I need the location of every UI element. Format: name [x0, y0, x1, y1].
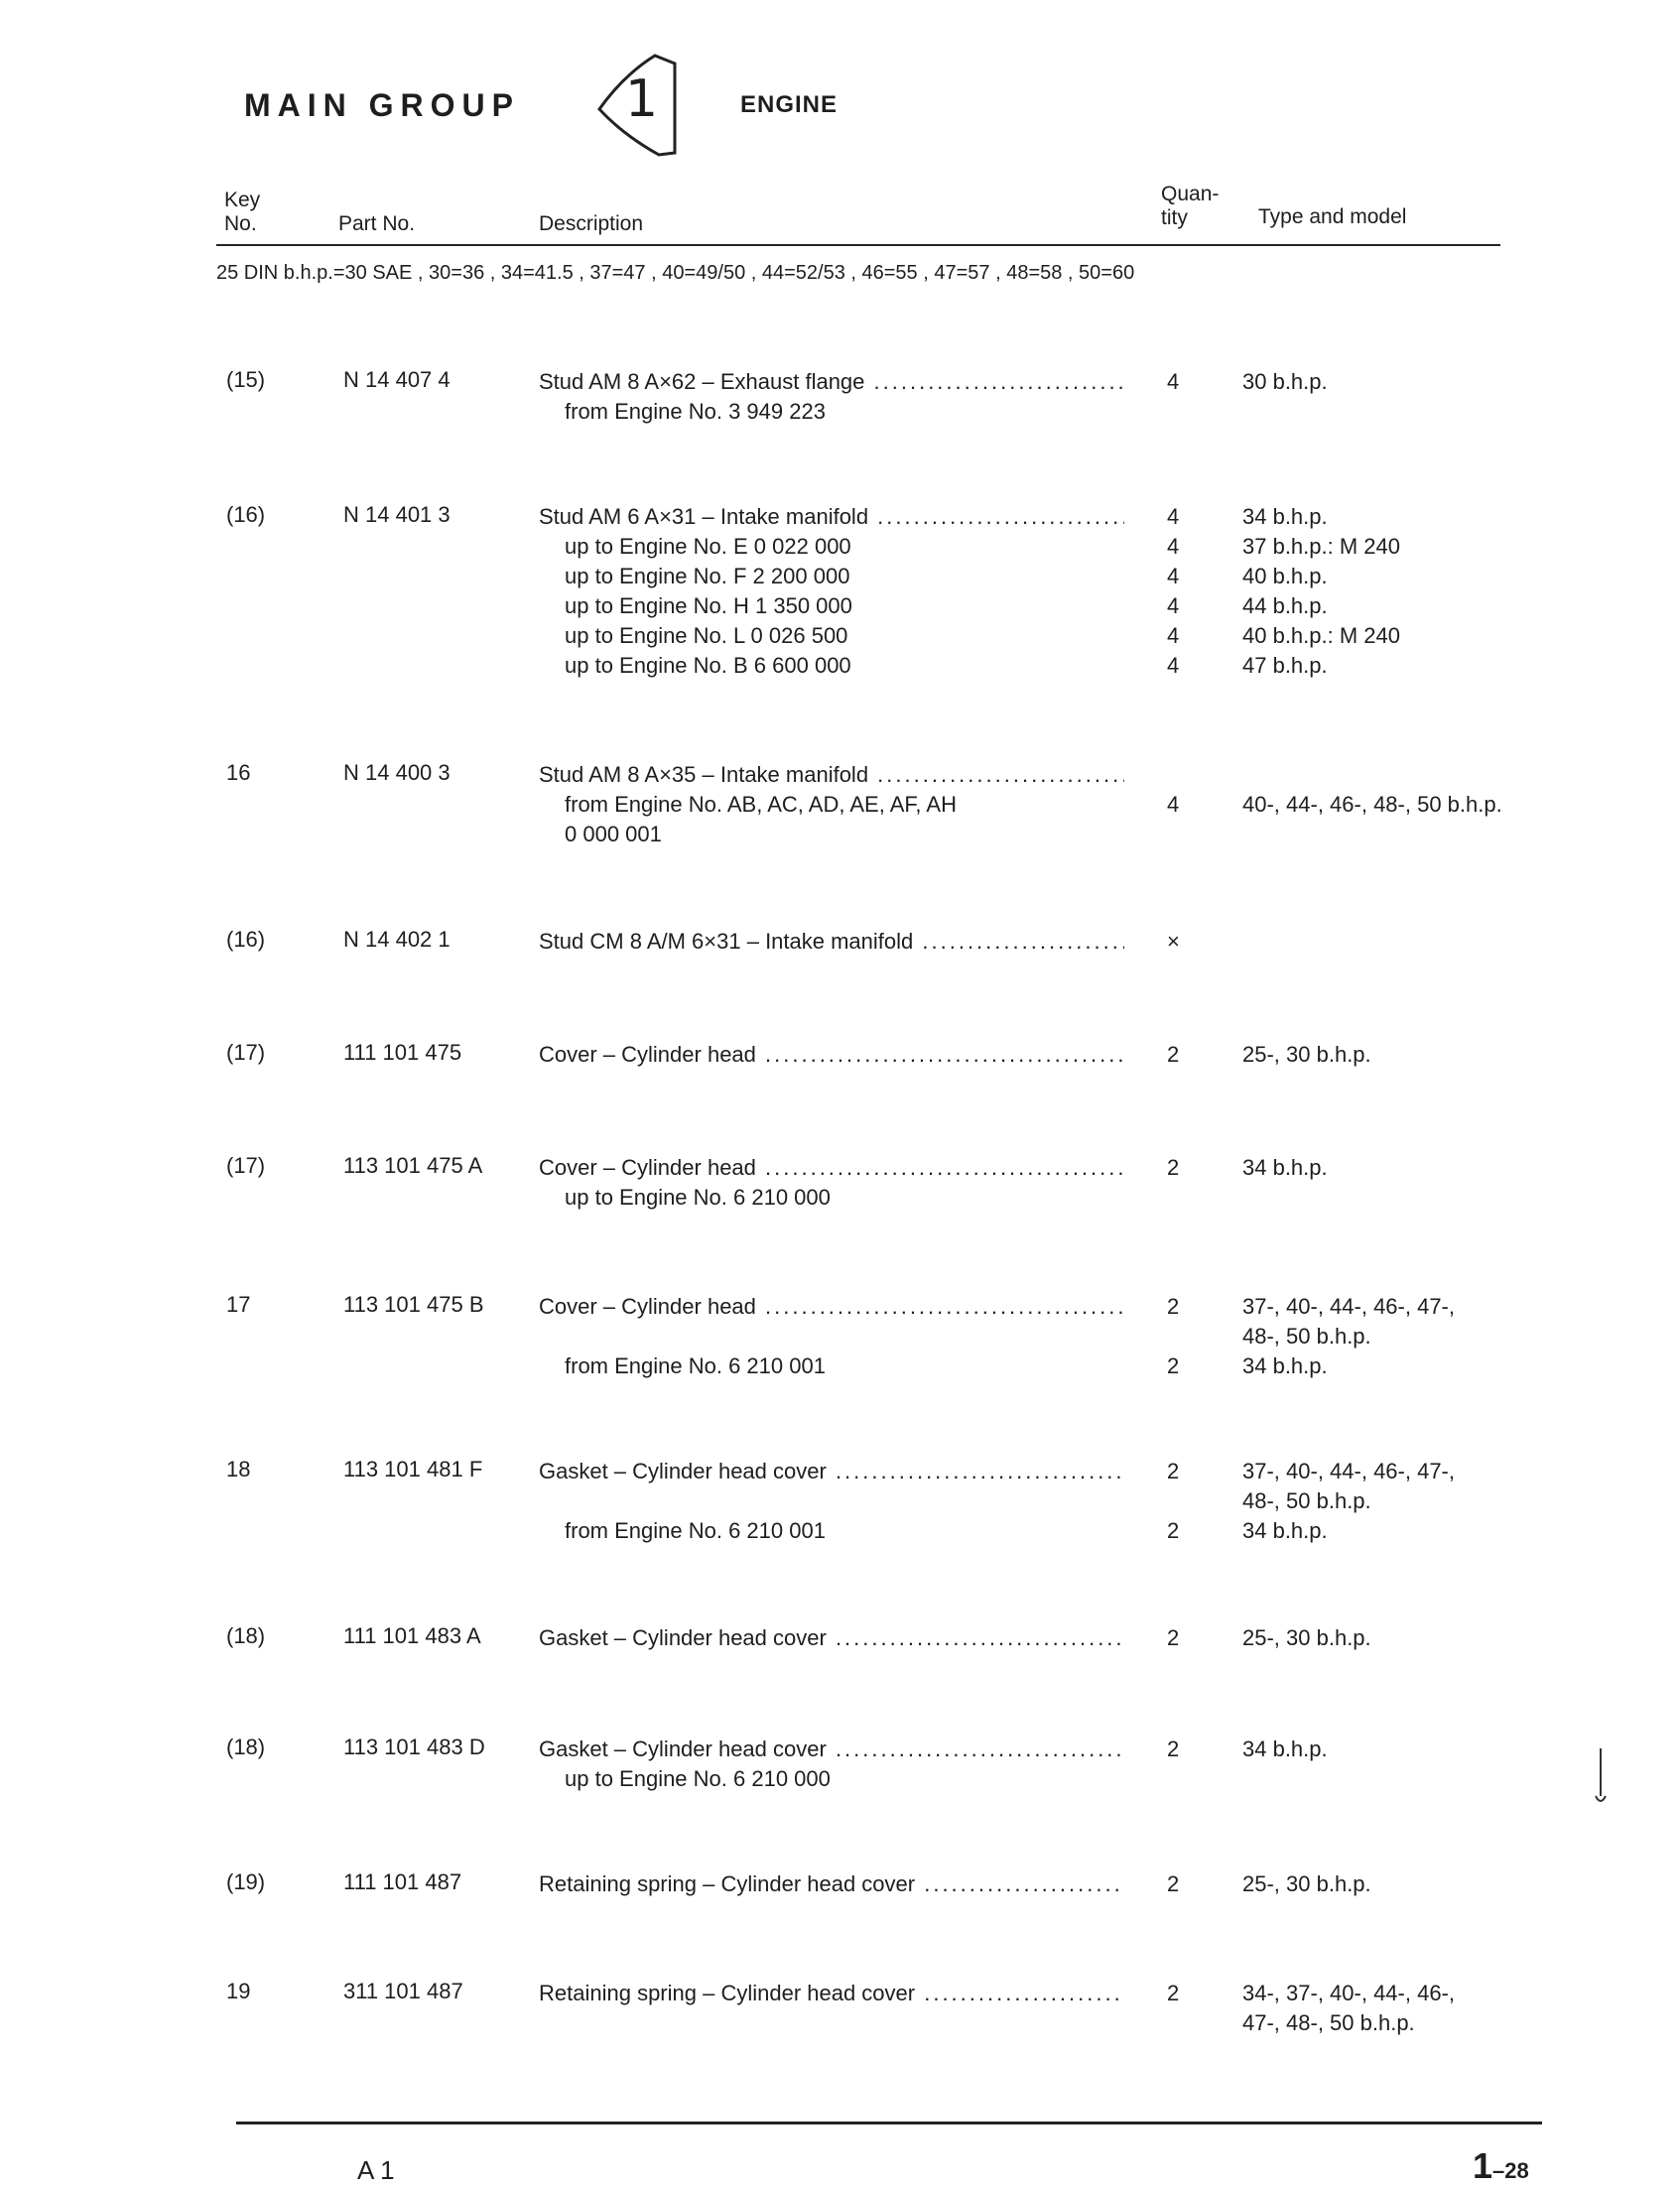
type-model [1242, 367, 1540, 397]
type-model-value: 40-, 44-, 46-, 48-, 50 b.h.p. [1242, 792, 1502, 817]
quantity-value: 2 [1167, 1518, 1180, 1543]
type-model [1242, 1979, 1540, 2038]
column-header-description: Description [539, 212, 644, 235]
din-conversion-line: 25 DIN b.h.p.=30 SAE , 30=36 , 34=41.5 , 37=47 , 40=49/50 , 44=52/53 , 46=55 , 47=57 , 48=58 , 50=60 [216, 262, 1135, 284]
page-number-sub: –28 [1492, 2158, 1529, 2183]
quantity-value: 2 [1167, 1981, 1180, 2005]
quantity-value: 2 [1167, 1294, 1180, 1319]
quantity [1167, 367, 1207, 397]
description-note: up to Engine No. B 6 600 000 [565, 653, 851, 678]
description-main: Stud AM 6 A×31 – Intake manifold ..... [539, 502, 1124, 532]
description [539, 1869, 1124, 1899]
type-model [1242, 1623, 1540, 1653]
type-model [1242, 1153, 1540, 1183]
description [539, 1292, 1124, 1381]
column-header-part-no: Part No. [338, 212, 416, 235]
main-group-label: MAIN GROUP [244, 87, 520, 123]
part-number: 111 101 487 [343, 1869, 462, 1894]
quantity-value: 4 [1167, 564, 1180, 588]
description-note: up to Engine No. F 2 200 000 [565, 564, 850, 588]
description [539, 1735, 1124, 1794]
part-number: N 14 400 3 [343, 760, 451, 785]
type-model [1242, 1457, 1540, 1546]
type-model [1242, 1040, 1540, 1070]
type-model-value: 25-, 30 b.h.p. [1242, 1871, 1371, 1896]
page-number [1473, 2145, 1529, 2187]
type-model-value: 34 b.h.p. [1242, 504, 1328, 529]
description [539, 1040, 1124, 1070]
part-number: 113 101 481 F [343, 1457, 483, 1481]
key-number: (19) [226, 1869, 266, 1894]
type-model [1242, 1735, 1540, 1764]
quantity [1167, 1735, 1207, 1764]
description-main: Stud AM 8 A×35 – Intake manifold ..... [539, 760, 1124, 790]
type-model-value: 34 b.h.p. [1242, 1155, 1328, 1180]
description-main: Retaining spring – Cylinder head cover ..... [539, 1979, 1124, 2008]
group-number: 1 [625, 69, 659, 129]
quantity-value: 4 [1167, 504, 1180, 529]
quantity-value: 2 [1167, 1155, 1180, 1180]
key-number: 18 [226, 1457, 251, 1481]
description [539, 1623, 1124, 1653]
part-number: 111 101 475 [343, 1040, 462, 1065]
type-model-value: 44 b.h.p. [1242, 593, 1328, 618]
quantity-value: 4 [1167, 369, 1180, 394]
description-note: from Engine No. AB, AC, AD, AE, AF, AH [565, 792, 957, 817]
type-model-value [1242, 927, 1540, 957]
description-note: from Engine No. 6 210 001 [565, 1518, 826, 1543]
footer-rule [236, 2122, 1542, 2124]
type-model [1242, 502, 1540, 681]
part-number: 311 101 487 [343, 1979, 463, 2003]
description-note: 0 000 001 [565, 822, 662, 846]
description-main: Cover – Cylinder head ..... [539, 1040, 1124, 1070]
quantity-value: 2 [1167, 1625, 1180, 1650]
quantity-value: 2 [1167, 1871, 1180, 1896]
description [539, 927, 1124, 957]
part-number: 111 101 483 A [343, 1623, 481, 1648]
quantity [1167, 927, 1207, 957]
quantity [1167, 1153, 1207, 1183]
type-model [1242, 760, 1540, 820]
page-number-main: 1 [1473, 2145, 1493, 2186]
margin-mark-icon [1594, 1746, 1608, 1806]
column-header-quantity: Quan- tity [1161, 183, 1220, 229]
type-model-value: 37-, 40-, 44-, 46-, 47-, [1242, 1294, 1455, 1319]
type-model-value: 48-, 50 b.h.p. [1242, 1324, 1371, 1349]
type-model-value: 37-, 40-, 44-, 46-, 47-, [1242, 1459, 1455, 1483]
description-note [539, 1322, 1124, 1351]
type-model-value: 34 b.h.p. [1242, 1737, 1328, 1761]
footer-mark: A 1 [357, 2155, 395, 2185]
description-main: Stud AM 8 A×62 – Exhaust flange ..... [539, 367, 1124, 397]
part-number: 113 101 475 A [343, 1153, 483, 1178]
type-model-value [1242, 760, 1540, 790]
quantity-value [1167, 760, 1207, 790]
type-model-value: 25-, 30 b.h.p. [1242, 1625, 1371, 1650]
description-main: Retaining spring – Cylinder head cover ..... [539, 1869, 1124, 1899]
key-number: 19 [226, 1979, 251, 2003]
type-model [1242, 1292, 1540, 1381]
part-number: 113 101 475 B [343, 1292, 484, 1317]
key-number: 17 [226, 1292, 251, 1317]
key-number: (16) [226, 927, 266, 952]
type-model-value: 47-, 48-, 50 b.h.p. [1242, 2010, 1415, 2035]
quantity [1167, 1623, 1207, 1653]
description [539, 502, 1124, 681]
header-rule [216, 244, 1500, 246]
quantity [1167, 1869, 1207, 1899]
type-model-value: 30 b.h.p. [1242, 369, 1328, 394]
description-main: Gasket – Cylinder head cover ..... [539, 1735, 1124, 1764]
description [539, 1457, 1124, 1546]
quantity-value: 4 [1167, 653, 1180, 678]
description-note [539, 1486, 1124, 1516]
type-model-value: 47 b.h.p. [1242, 653, 1328, 678]
part-number: N 14 402 1 [343, 927, 451, 952]
type-model [1242, 927, 1540, 957]
key-number: 16 [226, 760, 251, 785]
type-model-value: 25-, 30 b.h.p. [1242, 1042, 1371, 1067]
description-main: Stud CM 8 A/M 6×31 – Intake manifold ..... [539, 927, 1124, 957]
key-number: (17) [226, 1153, 266, 1178]
key-number: (18) [226, 1735, 266, 1759]
description-main: Gasket – Cylinder head cover ..... [539, 1623, 1124, 1653]
quantity-value [1167, 1486, 1207, 1516]
description-note: up to Engine No. 6 210 000 [565, 1766, 831, 1791]
description [539, 1153, 1124, 1213]
description-note: from Engine No. 3 949 223 [565, 399, 826, 424]
type-model [1242, 1869, 1540, 1899]
description-main: Gasket – Cylinder head cover ..... [539, 1457, 1124, 1486]
description-main: Cover – Cylinder head ..... [539, 1292, 1124, 1322]
column-header-key-no: Key No. [224, 189, 261, 235]
column-header-type-model: Type and model [1258, 205, 1407, 228]
part-number: 113 101 483 D [343, 1735, 485, 1759]
description-note: from Engine No. 6 210 001 [565, 1353, 826, 1378]
quantity-value: 4 [1167, 534, 1180, 559]
description-note: up to Engine No. E 0 022 000 [565, 534, 851, 559]
part-number: N 14 401 3 [343, 502, 451, 527]
section-title: ENGINE [740, 91, 839, 118]
type-model-value: 34-, 37-, 40-, 44-, 46-, [1242, 1981, 1455, 2005]
quantity [1167, 1457, 1207, 1546]
type-model-value: 34 b.h.p. [1242, 1353, 1328, 1378]
quantity-value: 2 [1167, 1042, 1180, 1067]
type-model-value: 48-, 50 b.h.p. [1242, 1488, 1371, 1513]
description-main: Cover – Cylinder head ..... [539, 1153, 1124, 1183]
quantity [1167, 1979, 1207, 2008]
quantity-value: 2 [1167, 1459, 1180, 1483]
quantity-value: 2 [1167, 1353, 1180, 1378]
key-number: (15) [226, 367, 266, 392]
quantity-value: 4 [1167, 593, 1180, 618]
quantity-value: 2 [1167, 1737, 1180, 1761]
quantity-value: 4 [1167, 623, 1180, 648]
type-model-value: 34 b.h.p. [1242, 1518, 1328, 1543]
quantity [1167, 760, 1207, 820]
type-model-value: 40 b.h.p. [1242, 564, 1328, 588]
type-model-value: 37 b.h.p.: M 240 [1242, 534, 1400, 559]
description [539, 1979, 1124, 2008]
type-model-value: 40 b.h.p.: M 240 [1242, 623, 1400, 648]
key-number: (18) [226, 1623, 266, 1648]
key-number: (17) [226, 1040, 266, 1065]
key-number: (16) [226, 502, 266, 527]
description [539, 367, 1124, 427]
part-number: N 14 407 4 [343, 367, 451, 392]
quantity [1167, 1292, 1207, 1381]
quantity-value [1167, 1322, 1207, 1351]
description-note: up to Engine No. L 0 026 500 [565, 623, 848, 648]
quantity [1167, 502, 1207, 681]
quantity-value: 4 [1167, 792, 1180, 817]
description-note: up to Engine No. 6 210 000 [565, 1185, 831, 1210]
quantity-value: × [1167, 929, 1180, 954]
quantity [1167, 1040, 1207, 1070]
description-note: up to Engine No. H 1 350 000 [565, 593, 852, 618]
description [539, 760, 1124, 849]
